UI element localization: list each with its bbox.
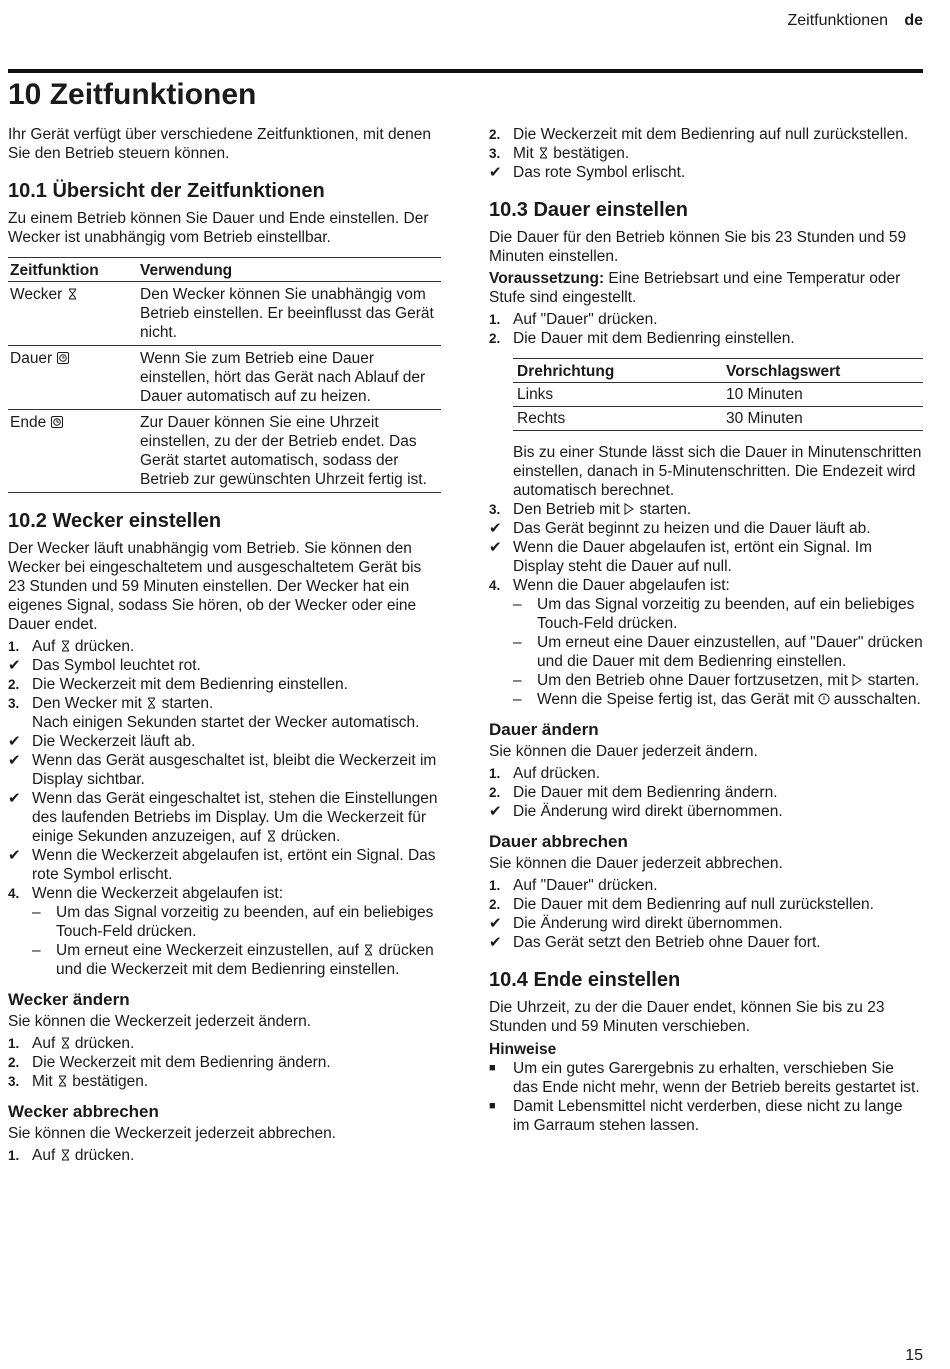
step-number: 3.: [8, 1074, 20, 1089]
step-number: 3.: [489, 502, 501, 517]
table-cell: [8, 410, 138, 493]
table-row: [8, 282, 441, 346]
table-header-cell: Verwendung: [138, 258, 441, 282]
result-item: [8, 751, 441, 789]
step-number: 2.: [8, 1055, 20, 1070]
result-item: [8, 846, 441, 884]
step-item: [8, 1034, 441, 1053]
step-number: 2.: [8, 677, 20, 692]
wecker-aendern-text: Sie können die Weckerzeit jederzeit ändern.: [8, 1013, 311, 1030]
step-text: Auf: [32, 1035, 56, 1052]
section-10-3-text: Die Dauer für den Betrieb können Sie bis 23 Stunden und 59 Minuten einstellen.: [489, 229, 907, 265]
step-item: [8, 1146, 441, 1165]
table-header-cell: Vorschlagswert: [722, 359, 923, 383]
step-text: Die Dauer mit dem Bedienring ändern.: [513, 784, 778, 801]
step-text: Auf "Dauer" drücken.: [513, 877, 658, 894]
sub-item: [489, 595, 923, 633]
step-item: [8, 1053, 441, 1072]
result-text: Das Gerät setzt den Betrieb ohne Dauer fort.: [513, 934, 821, 951]
end-time-icon: [51, 416, 62, 428]
table-cell: 10 Minuten: [722, 383, 923, 407]
hints-title: Hinweise: [489, 1041, 557, 1058]
step-item: [489, 500, 923, 519]
table-header-cell: Drehrichtung: [513, 359, 722, 383]
square-bullet: ■: [489, 1062, 496, 1074]
step-text: Die Weckerzeit mit dem Bedienring auf null zurückstellen.: [513, 126, 909, 143]
page-number: 15: [905, 1347, 923, 1364]
wecker-abbrechen-text: Sie können die Weckerzeit jederzeit abbrechen.: [8, 1125, 336, 1142]
table-header-row: [8, 258, 441, 282]
result-text: Wenn die Dauer abgelaufen ist, ertönt ein Signal. Im Display steht die Dauer auf null.: [513, 539, 873, 575]
result-item: [8, 789, 441, 846]
hourglass-icon: [60, 1037, 71, 1049]
step-text: bestätigen.: [72, 1073, 149, 1090]
hourglass-icon: [146, 697, 157, 709]
step-number: 2.: [489, 897, 501, 912]
result-text: Wenn das Gerät eingeschaltet ist, stehen die Einstellungen des laufenden Betriebs im Display. Um die Weckerzeit für einige Sekunden anzuzeigen, auf: [32, 790, 438, 845]
start-triangle-icon: [852, 674, 863, 686]
step-number: 1.: [489, 766, 501, 781]
result-item: [8, 656, 441, 675]
dash-marker: –: [513, 691, 522, 708]
chapter-title: 10 Zeitfunktionen: [8, 78, 257, 111]
check-icon: ✔: [8, 657, 21, 674]
step-item: [489, 125, 923, 144]
hourglass-icon: [363, 944, 374, 956]
result-item: [489, 802, 923, 821]
dauer-aendern-text: Sie können die Dauer jederzeit ändern.: [489, 743, 758, 760]
table-cell: Wenn Sie zum Betrieb eine Dauer einstellen, hört das Gerät nach Ablauf der Dauer automatisch auf zu heizen.: [138, 346, 441, 410]
step-number: 1.: [8, 639, 20, 654]
result-item: [489, 933, 923, 952]
result-item: [489, 163, 923, 182]
step-number: 2.: [489, 785, 501, 800]
section-10-1-text: Zu einem Betrieb können Sie Dauer und Ende einstellen. Der Wecker ist unabhängig vom Betrieb einstellbar.: [8, 210, 429, 246]
dash-marker: –: [513, 634, 522, 651]
check-icon: ✔: [8, 790, 21, 807]
step-item: [489, 576, 923, 595]
step-number: 2.: [489, 127, 501, 142]
dauer-aendern-title: Dauer ändern: [489, 720, 599, 739]
hourglass-icon: [57, 1075, 68, 1087]
table-row: [8, 410, 441, 493]
step-number: 1.: [8, 1148, 20, 1163]
function-name: Wecker: [10, 286, 63, 303]
time-functions-table: [8, 257, 441, 493]
section-10-2-text: Der Wecker läuft unabhängig vom Betrieb. Sie können den Wecker bei eingeschaltetem und ausgeschaltetem Gerät bis 23 Stunden und 59 Minuten einstellen. Der Wecker hat ein eigenes Signal, sodass Sie hören, ob der Wecker oder eine Dauer endet.: [8, 540, 422, 633]
step-text: Die Dauer mit dem Bedienring auf null zurückstellen.: [513, 896, 874, 913]
check-icon: ✔: [489, 934, 502, 951]
step-text: Auf "Dauer" drücken.: [513, 311, 658, 328]
function-name: Ende: [10, 414, 47, 431]
hint-text: Damit Lebensmittel nicht verderben, diese nicht zu lange im Garraum stehen lassen.: [513, 1098, 903, 1134]
table-row: [513, 383, 923, 407]
header-language: de: [904, 12, 923, 29]
step-continuation: Nach einigen Sekunden startet der Wecker automatisch.: [32, 714, 420, 731]
result-text: Das Symbol leuchtet rot.: [32, 657, 201, 674]
section-10-3-title: 10.3 Dauer einstellen: [489, 199, 688, 221]
table-cell: [8, 346, 138, 410]
duration-icon: [57, 352, 68, 364]
step-item: [8, 1072, 441, 1091]
dash-marker: –: [32, 904, 41, 921]
step-item: [489, 895, 923, 914]
hourglass-icon: [60, 640, 71, 652]
sub-text: Um erneut eine Weckerzeit einzustellen, auf: [56, 942, 359, 959]
check-icon: ✔: [8, 847, 21, 864]
header-rule: [8, 69, 923, 73]
step-item: [8, 675, 441, 694]
step-text: starten.: [639, 501, 692, 518]
sub-item: [489, 671, 923, 690]
result-text: Die Änderung wird direkt übernommen.: [513, 915, 783, 932]
hourglass-icon: [266, 830, 277, 842]
step-text: Wenn die Dauer abgelaufen ist:: [513, 577, 730, 594]
step-text: Die Weckerzeit mit dem Bedienring ändern.: [32, 1054, 331, 1071]
step-number: 1.: [489, 878, 501, 893]
direction-table: [513, 358, 923, 431]
wecker-aendern-title: Wecker ändern: [8, 990, 130, 1009]
result-text: Wenn die Weckerzeit abgelaufen ist, ertönt ein Signal. Das rote Symbol erlischt.: [32, 847, 436, 883]
step-item: [489, 783, 923, 802]
sub-item: [489, 690, 923, 709]
result-item: [489, 519, 923, 538]
right-column: [489, 125, 923, 1135]
dash-marker: –: [32, 942, 41, 959]
step-text: Den Wecker mit: [32, 695, 142, 712]
check-icon: ✔: [8, 733, 21, 750]
left-column: [8, 125, 441, 1165]
hint-item: [489, 1097, 923, 1135]
check-icon: ✔: [489, 803, 502, 820]
check-icon: ✔: [489, 539, 502, 556]
requirement-label: Voraussetzung:: [489, 270, 605, 287]
section-10-4-text: Die Uhrzeit, zu der die Dauer endet, können Sie bis zu 23 Stunden und 59 Minuten verschieben.: [489, 999, 885, 1035]
step-text: Auf: [32, 638, 56, 655]
result-text: drücken.: [280, 828, 341, 845]
check-icon: ✔: [489, 520, 502, 537]
direction-table-wrap: [489, 358, 923, 431]
dauer-abbrechen-text: Sie können die Dauer jederzeit abbrechen.: [489, 855, 783, 872]
power-icon: [818, 693, 829, 705]
result-text: Das rote Symbol erlischt.: [513, 164, 686, 181]
section-10-4-title: 10.4 Ende einstellen: [489, 969, 681, 991]
header-section-title: Zeitfunktionen: [787, 12, 888, 29]
check-icon: ✔: [8, 752, 21, 769]
step-text: Wenn die Weckerzeit abgelaufen ist:: [32, 885, 284, 902]
check-icon: ✔: [489, 164, 502, 181]
step-text: Auf: [32, 1147, 56, 1164]
section-10-1-title: 10.1 Übersicht der Zeitfunktionen: [8, 180, 325, 202]
hourglass-icon: [60, 1149, 71, 1161]
requirement: [489, 269, 923, 307]
sub-text: ausschalten.: [833, 691, 921, 708]
step-item: [489, 310, 923, 329]
hourglass-icon: [538, 147, 549, 159]
step-item: [8, 637, 441, 656]
result-text: Die Weckerzeit läuft ab.: [32, 733, 196, 750]
step-text: starten.: [161, 695, 214, 712]
table-cell: 30 Minuten: [722, 407, 923, 431]
step-text: drücken.: [74, 1147, 135, 1164]
step-item: [489, 876, 923, 895]
step-item: [8, 884, 441, 903]
hourglass-icon: [67, 288, 78, 300]
dash-marker: –: [513, 672, 522, 689]
table-cell: Den Wecker können Sie unabhängig vom Betrieb einstellen. Er beeinflusst das Gerät nicht.: [138, 282, 441, 346]
step-text: Den Betrieb mit: [513, 501, 620, 518]
step-text: Mit: [32, 1073, 53, 1090]
dash-marker: –: [513, 596, 522, 613]
step-continuation: Bis zu einer Stunde lässt sich die Dauer in Minutenschritten einstellen, danach in 5-Minutenschritten. Die Endezeit wird automatisch berechnet.: [513, 444, 922, 499]
sub-item: [8, 941, 441, 979]
sub-text: Um das Signal vorzeitig zu beenden, auf ein beliebiges Touch-Feld drücken.: [537, 596, 915, 632]
sub-text: starten.: [867, 672, 920, 689]
sub-item: [489, 633, 923, 671]
step-text: Mit: [513, 145, 534, 162]
hint-text: Um ein gutes Garergebnis zu erhalten, verschieben Sie das Ende nicht mehr, wenn der Betrieb bereits gestartet ist.: [513, 1060, 920, 1096]
table-cell: Links: [513, 383, 722, 407]
step-number: 1.: [489, 312, 501, 327]
step-text: bestätigen.: [553, 145, 630, 162]
result-item: [489, 538, 923, 576]
step-item: [489, 764, 923, 783]
sub-text: Um das Signal vorzeitig zu beenden, auf ein beliebiges Touch-Feld drücken.: [56, 904, 434, 940]
table-cell: [8, 282, 138, 346]
hint-item: [489, 1059, 923, 1097]
step-text: Die Weckerzeit mit dem Bedienring einstellen.: [32, 676, 348, 693]
requirement-text: Eine Betriebsart und eine Temperatur oder Stufe sind eingestellt.: [489, 270, 901, 306]
table-header-cell: Zeitfunktion: [8, 258, 138, 282]
chapter-intro: Ihr Gerät verfügt über verschiedene Zeitfunktionen, mit denen Sie den Betrieb steuern können.: [8, 126, 432, 162]
square-bullet: ■: [489, 1100, 496, 1112]
result-item: [8, 732, 441, 751]
function-name: Dauer: [10, 350, 53, 367]
step-number: 2.: [489, 331, 501, 346]
step-number: 3.: [8, 696, 20, 711]
table-header-row: [513, 359, 923, 383]
table-row: [8, 346, 441, 410]
step-text: Auf drücken.: [513, 765, 601, 782]
step-number: 4.: [8, 886, 20, 901]
table-row: [513, 407, 923, 431]
table-cell: Rechts: [513, 407, 722, 431]
sub-item: [8, 903, 441, 941]
wecker-abbrechen-title: Wecker abbrechen: [8, 1102, 159, 1121]
sub-text: drücken und die Weckerzeit mit dem Bedienring einstellen.: [56, 942, 434, 978]
step-text: Die Dauer mit dem Bedienring einstellen.: [513, 330, 795, 347]
step-number: 4.: [489, 578, 501, 593]
step-number: 1.: [8, 1036, 20, 1051]
result-text: Die Änderung wird direkt übernommen.: [513, 803, 783, 820]
result-text: Wenn das Gerät ausgeschaltet ist, bleibt die Weckerzeit im Display sichtbar.: [32, 752, 437, 788]
table-cell: Zur Dauer können Sie eine Uhrzeit einstellen, zu der der Betrieb endet. Das Gerät startet automatisch, sodass der Betrieb zur gewünschten Uhrzeit fertig ist.: [138, 410, 441, 493]
sub-text: Um den Betrieb ohne Dauer fortzusetzen, mit: [537, 672, 849, 689]
dauer-abbrechen-title: Dauer abbrechen: [489, 832, 628, 851]
sub-text: Um erneut eine Dauer einzustellen, auf "Dauer" drücken und die Dauer mit dem Bedienring einstellen.: [537, 634, 923, 670]
step-text: drücken.: [74, 638, 135, 655]
step-item: [489, 329, 923, 348]
step-number: 3.: [489, 146, 501, 161]
sub-text: Wenn die Speise fertig ist, das Gerät mit: [537, 691, 815, 708]
check-icon: ✔: [489, 915, 502, 932]
step-item: [489, 144, 923, 163]
section-10-2-title: 10.2 Wecker einstellen: [8, 510, 222, 532]
result-text: Das Gerät beginnt zu heizen und die Dauer läuft ab.: [513, 520, 871, 537]
step-text: drücken.: [74, 1035, 135, 1052]
step-item: [8, 694, 441, 713]
start-triangle-icon: [624, 503, 635, 515]
result-item: [489, 914, 923, 933]
